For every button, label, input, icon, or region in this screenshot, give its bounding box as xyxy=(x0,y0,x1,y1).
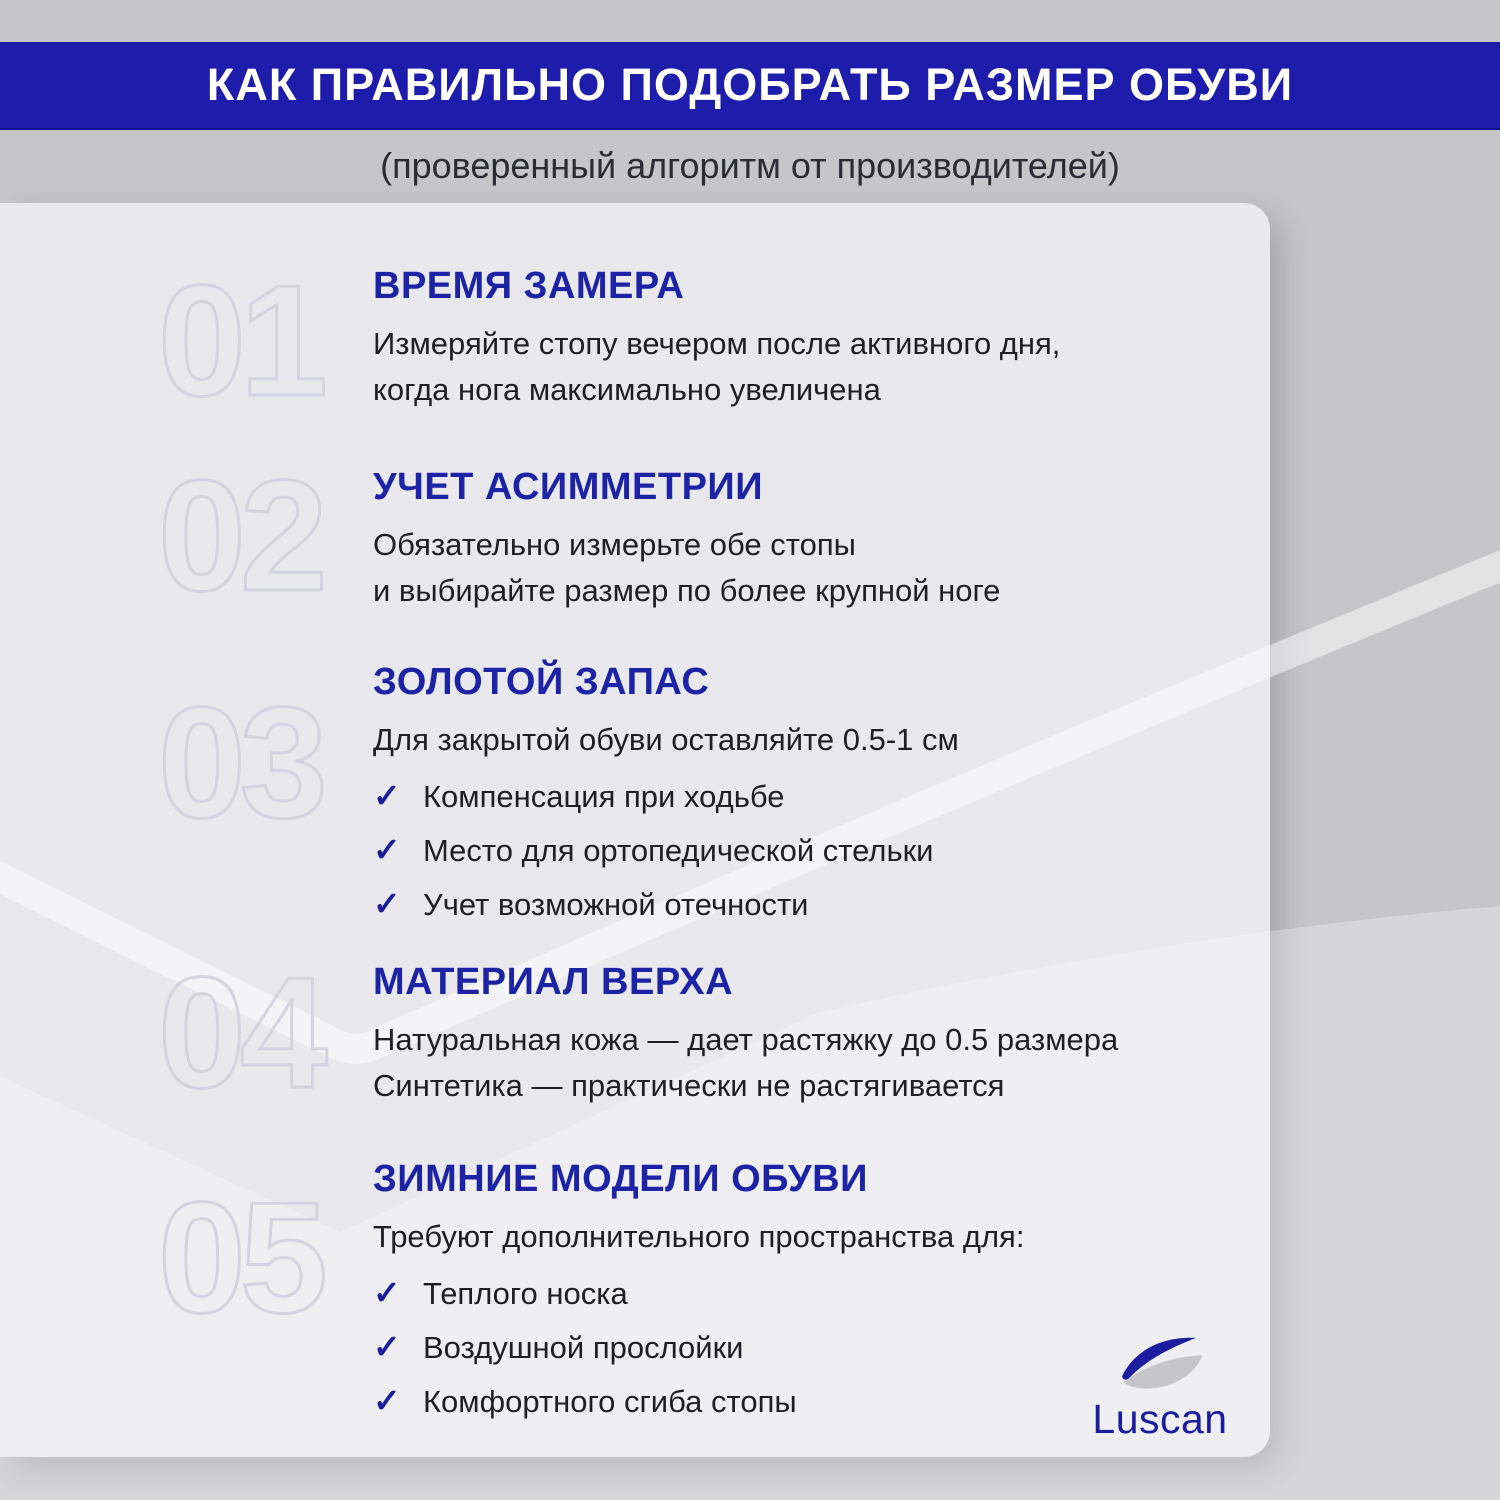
section-number-01: 01 xyxy=(158,253,322,429)
page-subtitle: (проверенный алгоритм от производителей) xyxy=(380,145,1120,186)
check-item xyxy=(373,776,1233,817)
check-item-text: Компенсация при ходьбе xyxy=(423,779,785,814)
check-item-text: Место для ортопедической стельки xyxy=(423,833,934,868)
section-title: ВРЕМЯ ЗАМЕРА xyxy=(373,265,685,307)
check-icon: ✓ xyxy=(373,777,401,814)
section-title: ЗОЛОТОЙ ЗАПАС xyxy=(373,661,710,703)
section-number-02: 02 xyxy=(158,448,322,624)
check-item xyxy=(373,884,1233,925)
check-icon: ✓ xyxy=(373,1274,401,1311)
section-01 xyxy=(373,265,1233,413)
section-text: когда нога максимально увеличена xyxy=(373,372,881,407)
check-icon: ✓ xyxy=(373,831,401,868)
section-03 xyxy=(373,661,1233,925)
section-text: Для закрытой обуви оставляйте 0.5-1 см xyxy=(373,722,959,757)
check-icon: ✓ xyxy=(373,1328,401,1365)
section-text: Измеряйте стопу вечером после активного дня, xyxy=(373,326,1061,361)
check-item-text: Воздушной прослойки xyxy=(423,1330,744,1365)
section-04 xyxy=(373,961,1233,1109)
page-title: КАК ПРАВИЛЬНО ПОДОБРАТЬ РАЗМЕР ОБУВИ xyxy=(206,59,1294,110)
luscan-leaf-icon xyxy=(1112,1330,1208,1396)
section-title: ЗИМНИЕ МОДЕЛИ ОБУВИ xyxy=(373,1158,868,1200)
section-title: УЧЕТ АСИММЕТРИИ xyxy=(373,466,764,508)
section-text: Обязательно измерьте обе стопы xyxy=(373,527,856,562)
section-title: МАТЕРИАЛ ВЕРХА xyxy=(373,961,734,1003)
check-item-text: Комфортного сгиба стопы xyxy=(423,1384,797,1419)
check-item xyxy=(373,1273,1233,1314)
section-02 xyxy=(373,466,1233,614)
check-icon: ✓ xyxy=(373,1382,401,1419)
section-text: Требуют дополнительного пространства для: xyxy=(373,1219,1025,1254)
section-text: и выбирайте размер по более крупной ноге xyxy=(373,573,1001,608)
section-text: Синтетика — практически не растягивается xyxy=(373,1068,1005,1103)
check-item-text: Учет возможной отечности xyxy=(423,887,809,922)
section-number-05: 05 xyxy=(158,1170,322,1346)
brand-name: Luscan xyxy=(1092,1396,1228,1442)
section-text: Натуральная кожа — дает растяжку до 0.5 размера xyxy=(373,1022,1119,1057)
check-item xyxy=(373,830,1233,871)
brand-logo xyxy=(1058,1330,1262,1443)
check-icon: ✓ xyxy=(373,885,401,922)
section-number-03: 03 xyxy=(158,675,322,851)
check-item-text: Теплого носка xyxy=(423,1276,628,1311)
section-number-04: 04 xyxy=(158,945,322,1121)
